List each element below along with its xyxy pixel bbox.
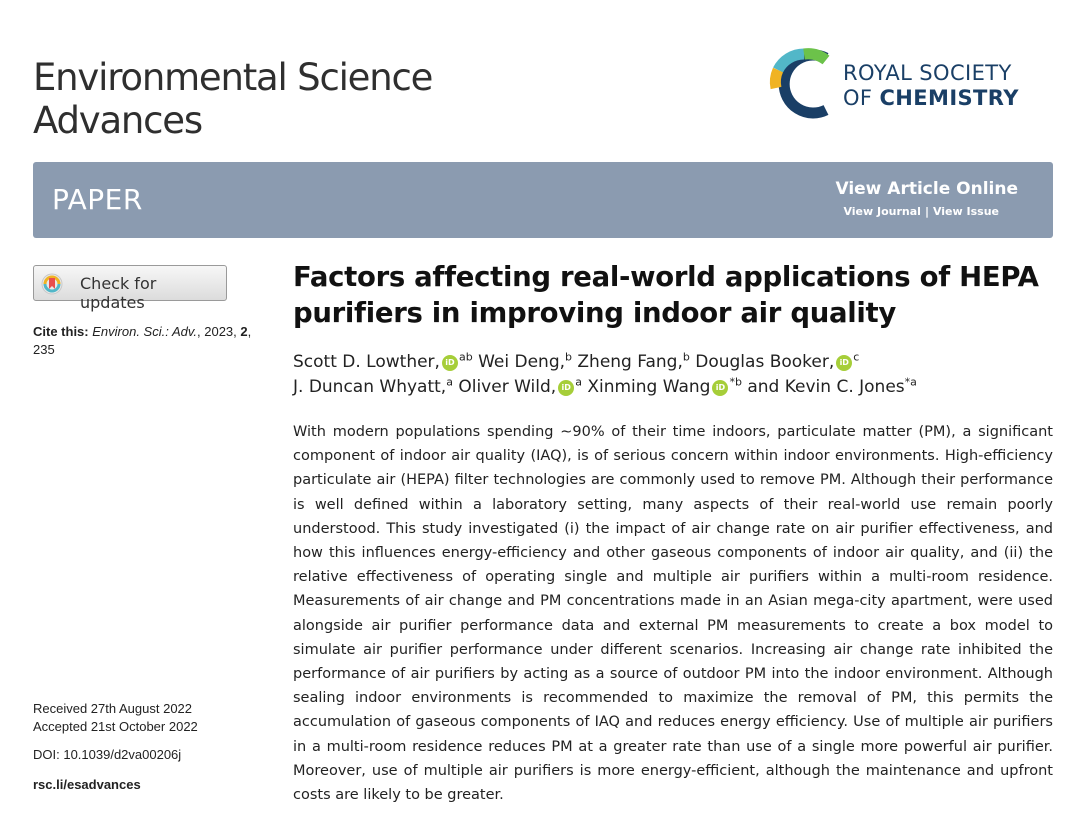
article-dates	[33, 700, 198, 794]
journal-short-link[interactable]: rsc.li/esadvances	[33, 777, 141, 792]
view-journal-link[interactable]: View Journal	[843, 205, 921, 218]
author-name[interactable]: Scott D. Lowther,	[293, 352, 440, 372]
author-name[interactable]: J. Duncan Whyatt,	[293, 377, 447, 397]
journal-title-line-2: Advances	[33, 99, 202, 142]
rsc-wordmark-line-1: ROYAL SOCIETY	[843, 61, 1012, 85]
cite-year: , 2023,	[197, 324, 241, 339]
author-name[interactable]: and Kevin C. Jones	[747, 377, 905, 397]
author-name[interactable]: Wei Deng,	[478, 352, 566, 372]
author	[695, 352, 859, 372]
author-name[interactable]: Oliver Wild,	[458, 377, 557, 397]
view-links	[843, 205, 999, 218]
article-title: Factors affecting real-world applications of HEPA purifiers in improving indoor air quality	[293, 261, 1039, 329]
affiliation-marker: ab	[458, 350, 473, 364]
orcid-icon[interactable]: iD	[558, 380, 574, 396]
cite-label: Cite this:	[33, 324, 89, 339]
author-name[interactable]: Douglas Booker,	[695, 352, 835, 372]
author-name[interactable]: Xinming Wang	[587, 377, 711, 397]
author	[478, 352, 572, 372]
crossmark-icon	[41, 273, 63, 295]
journal-title	[33, 56, 432, 142]
author	[747, 377, 917, 397]
doi[interactable]: DOI: 10.1039/d2va00206j	[33, 747, 182, 762]
cite-pages: , 235	[33, 324, 252, 357]
affiliation-marker: a	[446, 375, 453, 389]
view-issue-link[interactable]: View Issue	[932, 205, 999, 218]
rsc-logo[interactable]	[768, 42, 1058, 128]
received-date: Received 27th August 2022	[33, 701, 193, 716]
affiliation-marker: b	[565, 350, 572, 364]
cite-journal: Environ. Sci.: Adv.	[92, 324, 198, 339]
rsc-wordmark	[843, 61, 1019, 111]
abstract: With modern populations spending ∼90% of their time indoors, particulate matter (PM), a significant component of indoor air quality (IAQ), is of serious concern within indoor environments. High-efficiency particulate air (HEPA) filter technologies are commonly used to remove PM. Although their performance is well defined within a laboratory setting, many aspects of their real-world use remain poorly understood. This study investigated (i) the impact of air change rate on air purifier effectiveness, and how this influences energy-efficiency and other gaseous components of indoor air quality, and (ii) the relative effectiveness of operating single and multiple air purifiers within a multi-room residence. Measurements of air change and PM concentrations made in an Asian mega-city apartment, were used alongside air purifier performance data and external PM measurements to create a box model to simulate air purifier performance under different scenarios. Increasing air change rate inhibited the performance of air purifiers by acting as a source of outdoor PM into the indoor environment. Although sealing indoor environments is recommended to maximize the removal of PM, this permits the accumulation of gaseous components of IAQ and reduces energy efficiency. Use of multiple air purifiers in a multi-room residence reduces PM at a greater rate than use of a single more powerful air purifier. Moreover, use of multiple air purifiers is more energy-efficient, although the maintenance and upfront costs are likely to be greater.	[293, 424, 1053, 804]
rsc-logo-icon	[768, 42, 838, 126]
cite-volume: 2	[240, 324, 248, 339]
affiliation-marker: *a	[904, 375, 917, 389]
orcid-icon[interactable]: iD	[712, 380, 728, 396]
accepted-date: Accepted 21st October 2022	[33, 719, 198, 734]
affiliation-marker: c	[853, 350, 860, 364]
author	[458, 377, 582, 397]
author-list	[293, 350, 1073, 400]
author	[293, 377, 453, 397]
author-name[interactable]: Zheng Fang,	[577, 352, 683, 372]
citation	[33, 323, 268, 359]
affiliation-marker: b	[682, 350, 690, 364]
author	[293, 352, 473, 372]
rsc-wordmark-line-2: OF CHEMISTRY	[843, 86, 1019, 110]
author	[587, 377, 742, 397]
check-for-updates-label: Check for updates	[80, 274, 157, 312]
author	[577, 352, 689, 372]
article-type-banner	[33, 162, 1053, 238]
link-separator: |	[924, 205, 929, 218]
journal-title-line-1: Environmental Science	[33, 56, 433, 99]
orcid-icon[interactable]: iD	[442, 355, 458, 371]
view-article-online-link[interactable]: View Article Online	[835, 179, 1018, 199]
affiliation-marker: *b	[729, 375, 742, 389]
check-for-updates-button[interactable]	[33, 265, 227, 312]
affiliation-marker: a	[575, 375, 582, 389]
article-type-label: PAPER	[52, 183, 143, 216]
orcid-icon[interactable]: iD	[836, 355, 852, 371]
